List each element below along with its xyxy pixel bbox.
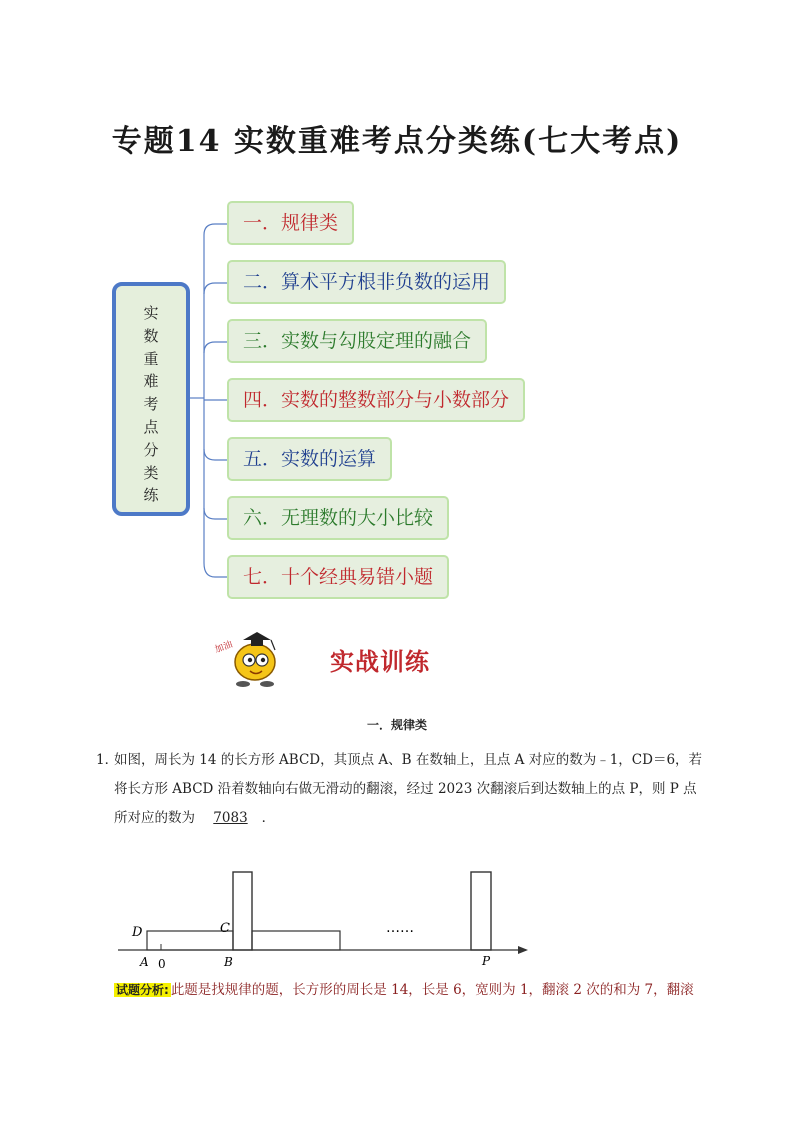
section-heading: 一．规律类 bbox=[366, 718, 427, 732]
mindmap-root-label: 实数重难考点分类练 bbox=[143, 304, 159, 505]
mindmap-branch-2: 二．算术平方根非负数的运用 bbox=[227, 260, 506, 304]
label-a: A bbox=[140, 955, 149, 969]
answer-blank: 7083 bbox=[213, 810, 248, 826]
question-line-1: 如图，周长为 14 的长方形 ABCD，其顶点 A、B 在数轴上，且点 A 对应的数为﹣1，CD＝6，若 bbox=[114, 752, 703, 768]
label-origin: 0 bbox=[158, 957, 166, 971]
mindmap-branch-3: 三．实数与勾股定理的融合 bbox=[227, 319, 487, 363]
question-line-3 bbox=[114, 804, 706, 833]
question-line-2: 将长方形 ABCD 沿着数轴向右做无滑动的翻滚，经过 2023 次翻滚后到达数轴上的点 P，则 P 点 bbox=[114, 781, 697, 797]
axis-arrow bbox=[518, 946, 528, 954]
rectangle-rotated-2 bbox=[252, 931, 340, 950]
question-number: 1． bbox=[96, 752, 119, 768]
mindmap-branch-7: 七．十个经典易错小题 bbox=[227, 555, 449, 599]
rectangle-final bbox=[471, 872, 491, 950]
question-line-3-end: ． bbox=[261, 810, 276, 826]
rectangle-rotated-1 bbox=[233, 872, 252, 950]
mindmap-branch-1: 一．规律类 bbox=[227, 201, 354, 245]
label-ellipsis: …… bbox=[386, 920, 414, 936]
analysis-line bbox=[114, 980, 714, 1000]
label-b: B bbox=[224, 955, 233, 969]
banner-title: 实战训练 bbox=[330, 648, 430, 676]
analysis-text: 此题是找规律的题，长方形的周长是 14，长是 6，宽则为 1，翻滚 2 次的和为 7，翻滚 bbox=[170, 982, 694, 998]
mindmap-branch-6: 六．无理数的大小比较 bbox=[227, 496, 449, 540]
label-d: D bbox=[132, 925, 143, 940]
mascot-text: 加油 bbox=[213, 639, 235, 656]
label-c: C bbox=[220, 921, 230, 936]
mindmap-branch-5: 五．实数的运算 bbox=[227, 437, 392, 481]
question-line-3-text: 所对应的数为 bbox=[114, 810, 195, 826]
page-title: 专题14 实数重难考点分类练(七大考点) bbox=[111, 124, 683, 159]
analysis-tag: 试题分析: bbox=[116, 983, 169, 997]
label-p: P bbox=[482, 954, 491, 968]
mindmap-branch-4: 四．实数的整数部分与小数部分 bbox=[227, 378, 525, 422]
mascot-icon bbox=[213, 628, 303, 688]
number-line-figure bbox=[96, 866, 556, 976]
question-1 bbox=[96, 746, 706, 833]
mindmap-root bbox=[112, 282, 190, 516]
